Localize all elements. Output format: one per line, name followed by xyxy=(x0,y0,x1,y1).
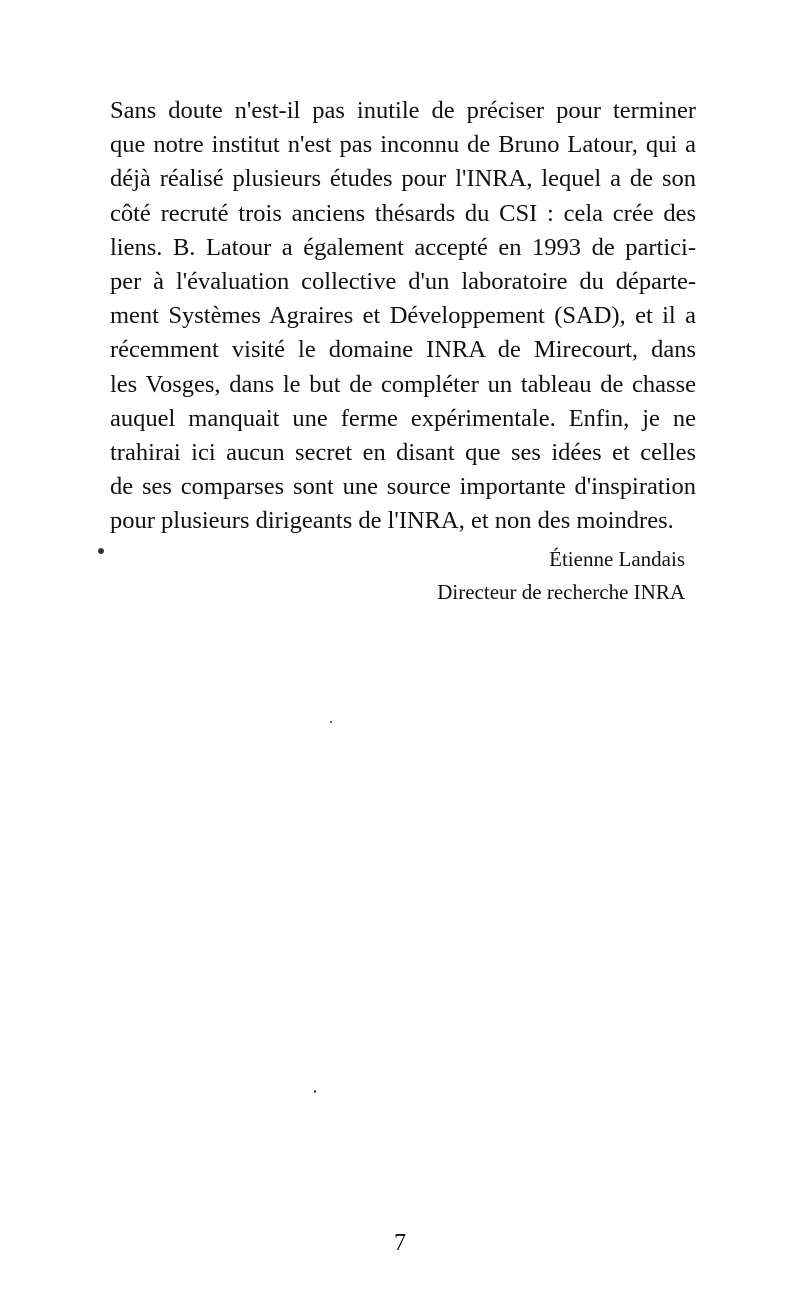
scan-speck xyxy=(330,721,332,723)
paragraph-line: de ses comparses sont une source importante d'inspiration xyxy=(110,473,696,501)
paragraph-line: côté recruté trois anciens thésards du CSI : cela crée des xyxy=(110,199,696,227)
paragraph-line: liens. B. Latour a également accepté en 1993 de partici- xyxy=(110,233,696,261)
paragraph-line: ment Systèmes Agraires et Développement (SAD), et il a xyxy=(110,302,696,330)
signature-title: Directeur de recherche INRA xyxy=(437,580,685,604)
body-paragraph xyxy=(110,94,696,539)
paragraph-line: trahirai ici aucun secret en disant que ses idées et celles xyxy=(110,439,696,467)
paragraph-line: auquel manquait une ferme expérimentale. Enfin, je ne xyxy=(110,404,696,432)
page-number: 7 xyxy=(394,1230,406,1256)
scan-speck xyxy=(314,1090,316,1093)
signature-block xyxy=(437,543,685,609)
paragraph-line: Sans doute n'est-il pas inutile de préciser pour terminer xyxy=(110,97,696,124)
paragraph-line: pour plusieurs dirigeants de l'INRA, et non des moindres. xyxy=(110,507,674,535)
scan-speck xyxy=(98,548,104,554)
paragraph-line: les Vosges, dans le but de compléter un tableau de chasse xyxy=(110,370,696,398)
paragraph-line: déjà réalisé plusieurs études pour l'INRA, lequel a de son xyxy=(110,165,696,193)
paragraph-line: récemment visité le domaine INRA de Mirecourt, dans xyxy=(110,336,696,364)
signature-name: Étienne Landais xyxy=(549,547,685,571)
paragraph-line: per à l'évaluation collective d'un laboratoire du départe- xyxy=(110,268,696,296)
paragraph-line: que notre institut n'est pas inconnu de Bruno Latour, qui a xyxy=(110,131,696,159)
